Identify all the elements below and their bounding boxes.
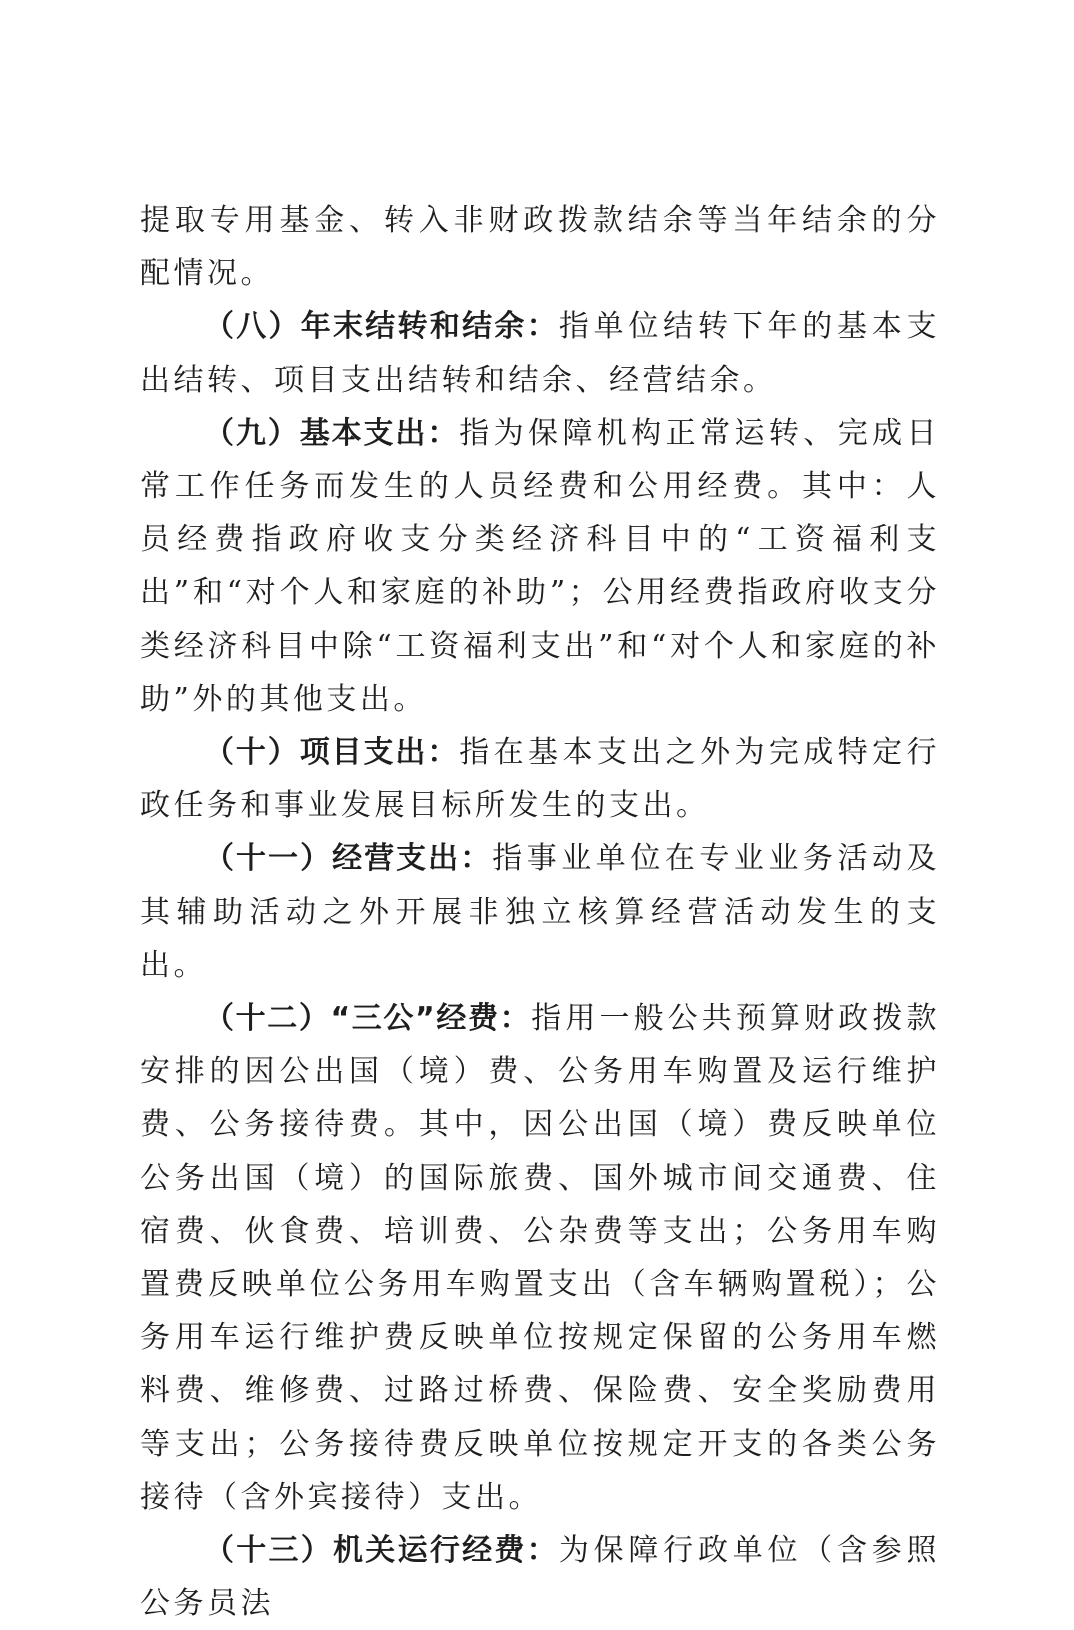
term-heading: （十三）机关运行经费： bbox=[204, 1533, 559, 1569]
paragraph-text: 提取专用基金、转入非财政拨款结余等当年结余的分配情况。 bbox=[140, 203, 940, 292]
term-heading: （十二）“三公”经费： bbox=[204, 1001, 532, 1037]
paragraph-three-public-expenses bbox=[140, 992, 940, 1524]
paragraph-text: 指为保障机构正常运转、完成日常工作任务而发生的人员经费和公用经费。其中：人员经费指政府收支分类经济科目中的“工资福利支出”和“对个人和家庭的补助”；公用经费指政府收支分类经济科目中除“工资福利支出”和“对个人和家庭的补助”外的其他支出。 bbox=[140, 415, 941, 717]
paragraph-agency-operating-funds bbox=[140, 1524, 940, 1630]
paragraph-text: 指事业单位在专业业务活动及其辅助活动之外开展非独立核算经营活动发生的支出。 bbox=[140, 841, 941, 983]
paragraph-text: 为保障行政单位（含参照公务员法 bbox=[140, 1533, 941, 1622]
paragraph-operating-expenditure bbox=[140, 832, 940, 992]
document-body bbox=[140, 194, 940, 1630]
paragraph-text: 指用一般公共预算财政拨款安排的因公出国（境）费、公务用车购置及运行维护费、公务接待费。其中，因公出国（境）费反映单位公务出国（境）的国际旅费、国外城市间交通费、住宿费、伙食费、培训费、公杂费等支出；公务用车购置费反映单位公务用车购置支出（含车辆购置税）；公务用车运行维护费反映单位按规定保留的公务用车燃料费、维修费、过路过桥费、保险费、安全奖励费用等支出；公务接待费反映单位按规定开支的各类公务接待（含外宾接待）支出。 bbox=[140, 1001, 940, 1515]
paragraph-text: 指单位结转下年的基本支出结转、项目支出结转和结余、经营结余。 bbox=[140, 309, 941, 398]
paragraph-project-expenditure bbox=[140, 726, 940, 832]
paragraph-continuation bbox=[140, 194, 940, 300]
paragraph-year-end-balance bbox=[140, 300, 940, 406]
term-heading: （八）年末结转和结余： bbox=[204, 309, 559, 345]
term-heading: （十）项目支出： bbox=[204, 735, 460, 771]
term-heading: （九）基本支出： bbox=[204, 415, 460, 451]
paragraph-basic-expenditure bbox=[140, 407, 940, 726]
paragraph-text: 指在基本支出之外为完成特定行政任务和事业发展目标所发生的支出。 bbox=[140, 735, 941, 824]
term-heading: （十一）经营支出： bbox=[204, 841, 493, 877]
